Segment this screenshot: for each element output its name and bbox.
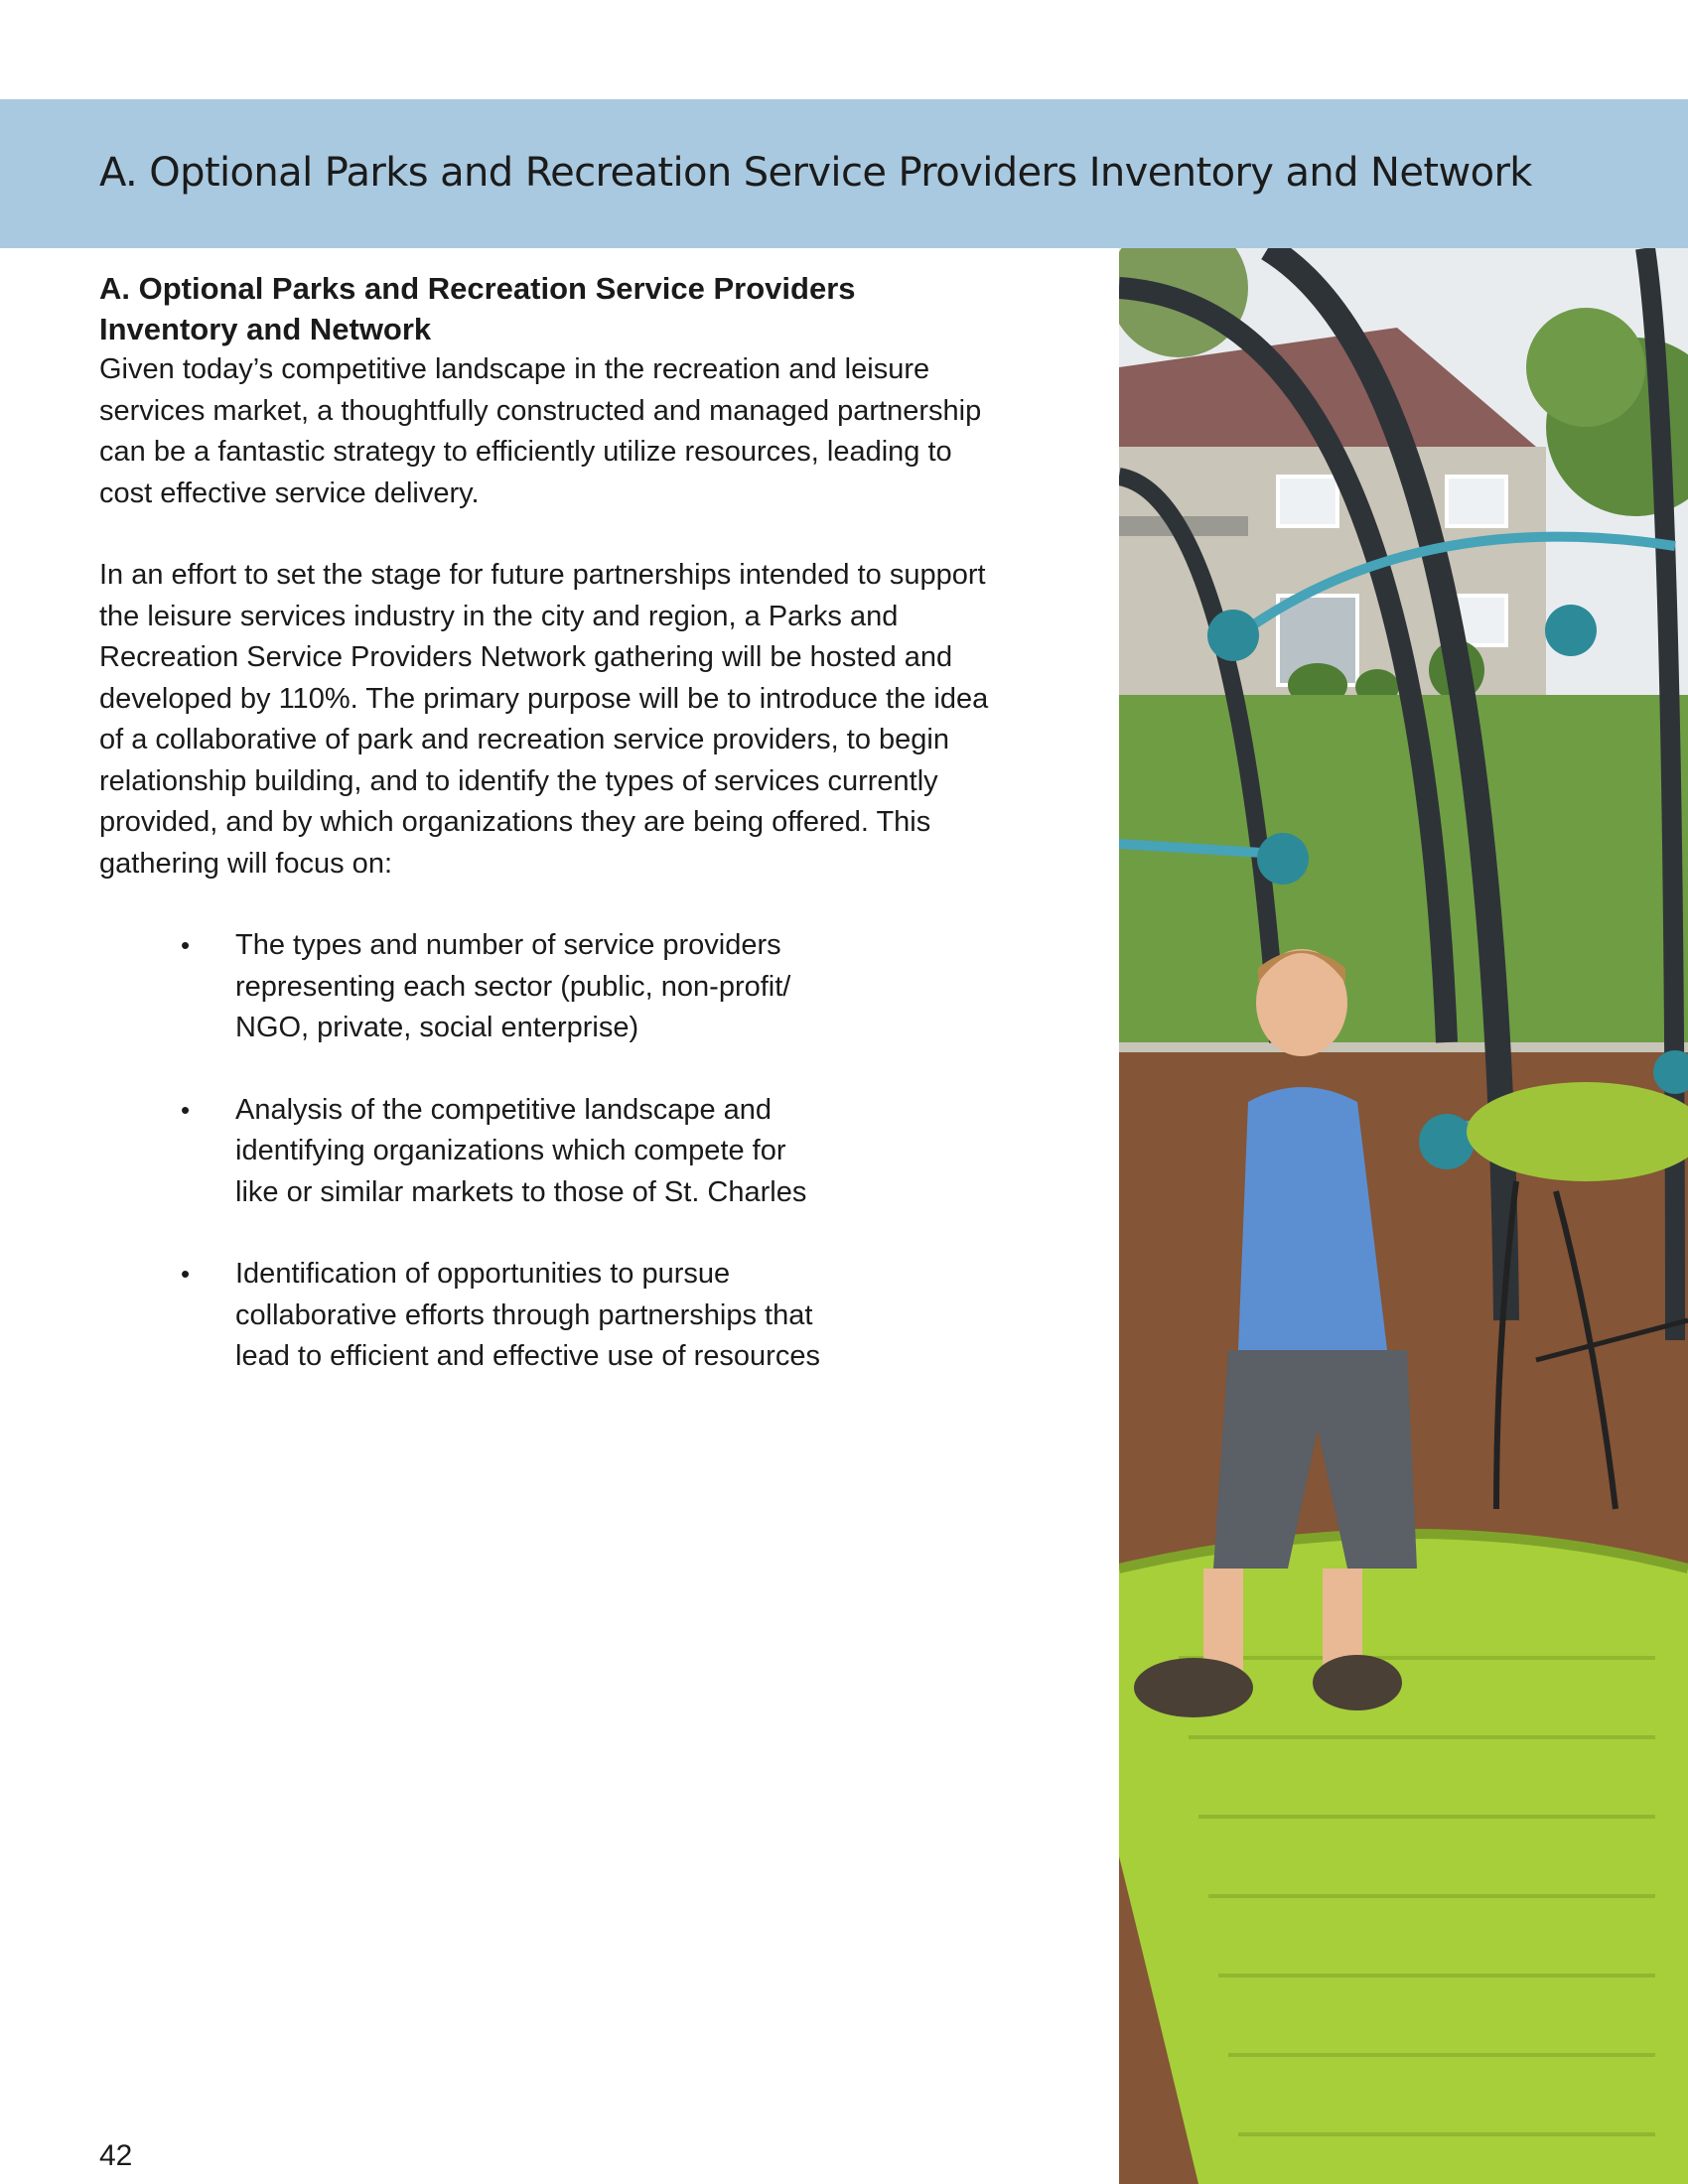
bullet-icon: • (181, 930, 191, 960)
playground-photo (1119, 248, 1688, 2184)
focus-list (99, 925, 993, 1378)
network-paragraph: In an effort to set the stage for future partnerships intended to support the leisure services industry in the city and region, a Parks and Recreation Service Providers Network gathering will be hosted and developed by 110%. The primary purpose will be to introduce the idea of a collaborative of park and recreation service providers, to begin relationship building, and to identify the types of services currently provided, and by which organizations they are being offered. This gathering will focus on: (99, 559, 989, 880)
page-number: 42 (99, 2139, 133, 2172)
list-item-text: The types and number of service providers representing each sector (public, non-profit/ NGO, private, social enterprise) (235, 929, 791, 1043)
list-item-text: Analysis of the competitive landscape and identifying organizations which compete for like or similar markets to those of St. Charles (235, 1093, 807, 1208)
playground-photo-illustration (1119, 248, 1688, 2184)
section-heading: A. Optional Parks and Recreation Service Providers Inventory and Network (99, 271, 856, 346)
list-item-text: Identification of opportunities to pursue collaborative efforts through partnerships that lead to efficient and effective use of resources (235, 1258, 820, 1372)
intro-paragraph: Given today’s competitive landscape in the recreation and leisure services market, a thoughtfully constructed and managed partnership can be a fantastic strategy to efficiently utilize resources, leading to cost effective service delivery. (99, 353, 982, 509)
bullet-icon: • (181, 1259, 191, 1289)
list-item (99, 1090, 821, 1214)
page-title: A. Optional Parks and Recreation Service Providers Inventory and Network (99, 150, 1532, 196)
bullet-icon: • (181, 1094, 191, 1125)
list-item (99, 925, 821, 1049)
main-content (99, 268, 993, 1378)
list-item (99, 1254, 821, 1378)
